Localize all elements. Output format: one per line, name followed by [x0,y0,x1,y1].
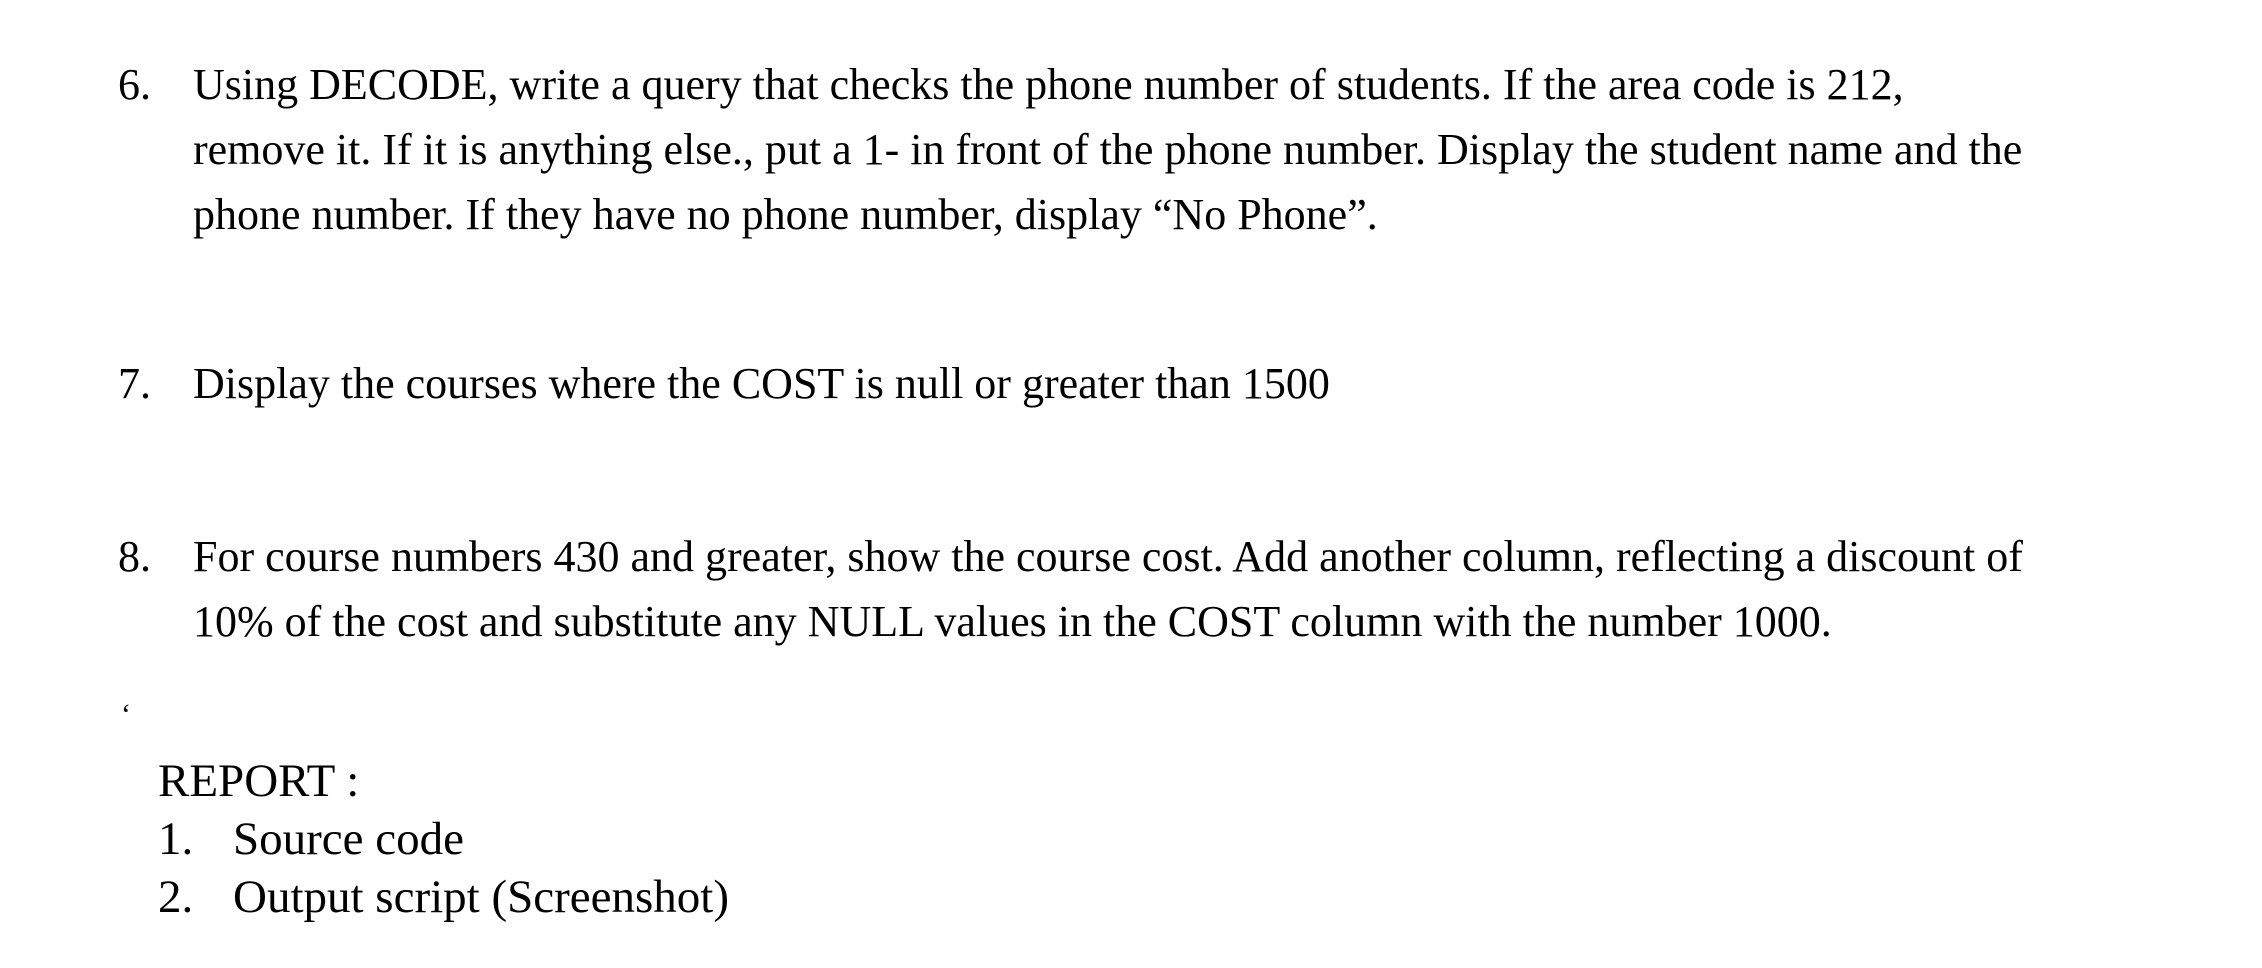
question-number: 6. [118,60,151,109]
report-title: REPORT : [158,755,360,807]
report-item-number: 2. [158,871,194,923]
report-item-source-code [158,810,729,868]
report-item-label: Output script (Screenshot) [233,871,730,923]
question-7 [118,351,2198,416]
question-number: 7. [118,359,151,408]
report-item-output-script [158,868,729,926]
stray-quote-mark: ‘ [121,698,131,731]
report-item-number: 1. [158,813,194,865]
question-number: 8. [118,532,151,581]
report-section [158,752,729,926]
question-text: Using DECODE, write a query that checks the phone number of students. If the area code is 212, remove it. If it is anything else., put a 1- in front of the phone number. Display the student name and the phone number. If they have no phone number, display “No Phone”. [193,60,2023,239]
report-item-label: Source code [233,813,464,865]
question-8 [118,524,2198,654]
question-text: Display the courses where the COST is null or greater than 1500 [193,359,1330,408]
question-6 [118,52,2198,247]
question-text: For course numbers 430 and greater, show the course cost. Add another column, reflecting a discount of 10% of the cost and substitute any NULL values in the COST column with the number 1000. [193,532,2023,646]
